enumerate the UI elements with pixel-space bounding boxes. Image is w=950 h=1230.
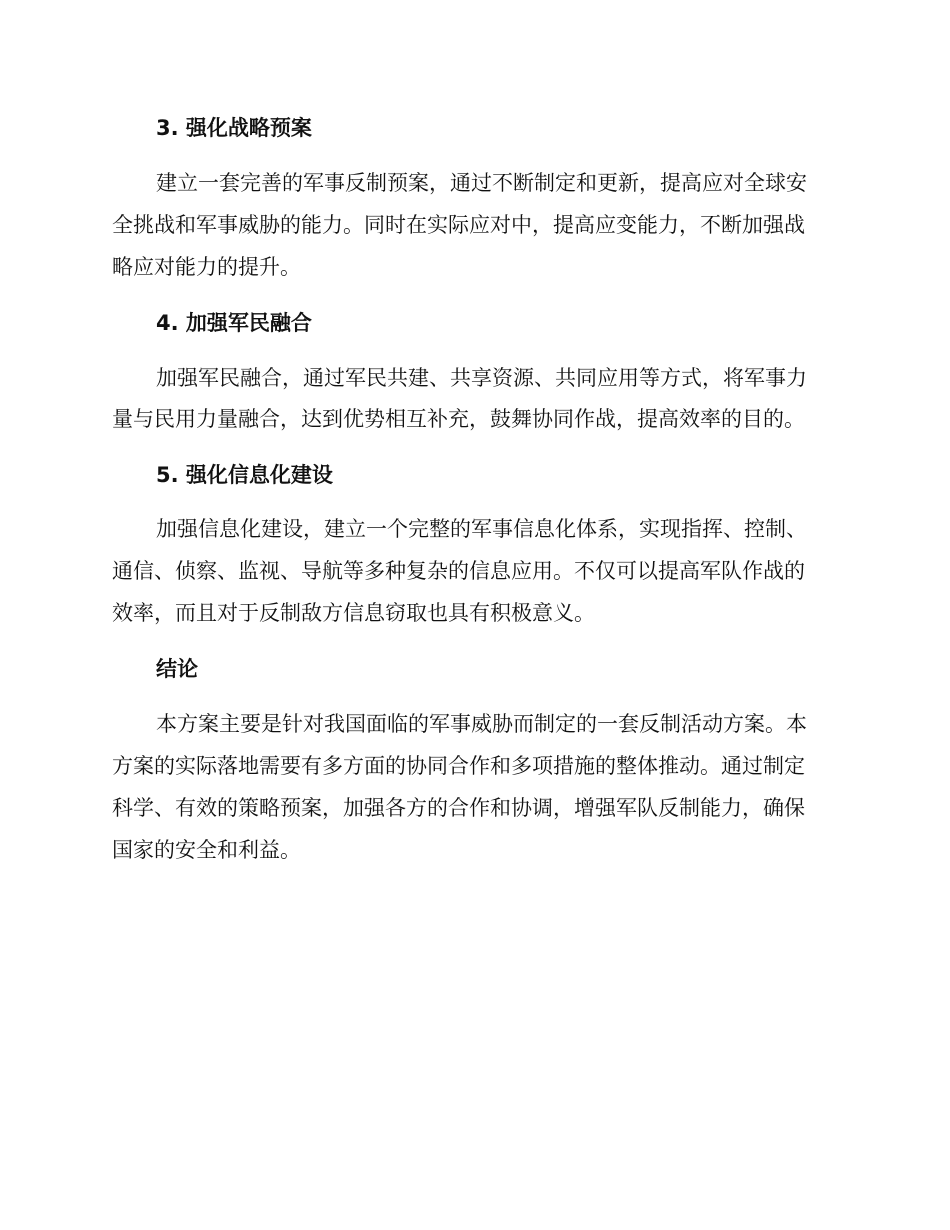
paragraph-line: 加强信息化建设，建立一个完整的军事信息化体系，实现指挥、控制、 xyxy=(156,517,807,541)
section-heading-civil-military: 4. 加强军民融合 xyxy=(156,311,312,335)
paragraph-line: 全挑战和军事威胁的能力。同时在实际应对中，提高应变能力，不断加强战 xyxy=(112,213,805,237)
paragraph-line: 科学、有效的策略预案，加强各方的合作和协调，增强军队反制能力，确保 xyxy=(112,796,805,820)
paragraph-line: 效率，而且对于反制敌方信息窃取也具有积极意义。 xyxy=(112,601,595,625)
paragraph-line: 方案的实际落地需要有多方面的协同合作和多项措施的整体推动。通过制定 xyxy=(112,754,805,778)
paragraph-line: 建立一套完善的军事反制预案，通过不断制定和更新，提高应对全球安 xyxy=(156,171,807,195)
paragraph-line: 国家的安全和利益。 xyxy=(112,838,301,862)
section-heading-strategy: 3. 强化战略预案 xyxy=(156,116,312,140)
paragraph-line: 本方案主要是针对我国面临的军事威胁而制定的一套反制活动方案。本 xyxy=(156,712,807,736)
section-heading-informatization: 5. 强化信息化建设 xyxy=(156,463,333,487)
paragraph-line: 加强军民融合，通过军民共建、共享资源、共同应用等方式，将军事力 xyxy=(156,366,807,390)
paragraph-line: 量与民用力量融合，达到优势相互补充，鼓舞协同作战，提高效率的目的。 xyxy=(112,407,805,431)
paragraph-line: 略应对能力的提升。 xyxy=(112,255,301,279)
section-heading-conclusion: 结论 xyxy=(156,657,198,681)
paragraph-line: 通信、侦察、监视、导航等多种复杂的信息应用。不仅可以提高军队作战的 xyxy=(112,559,805,583)
